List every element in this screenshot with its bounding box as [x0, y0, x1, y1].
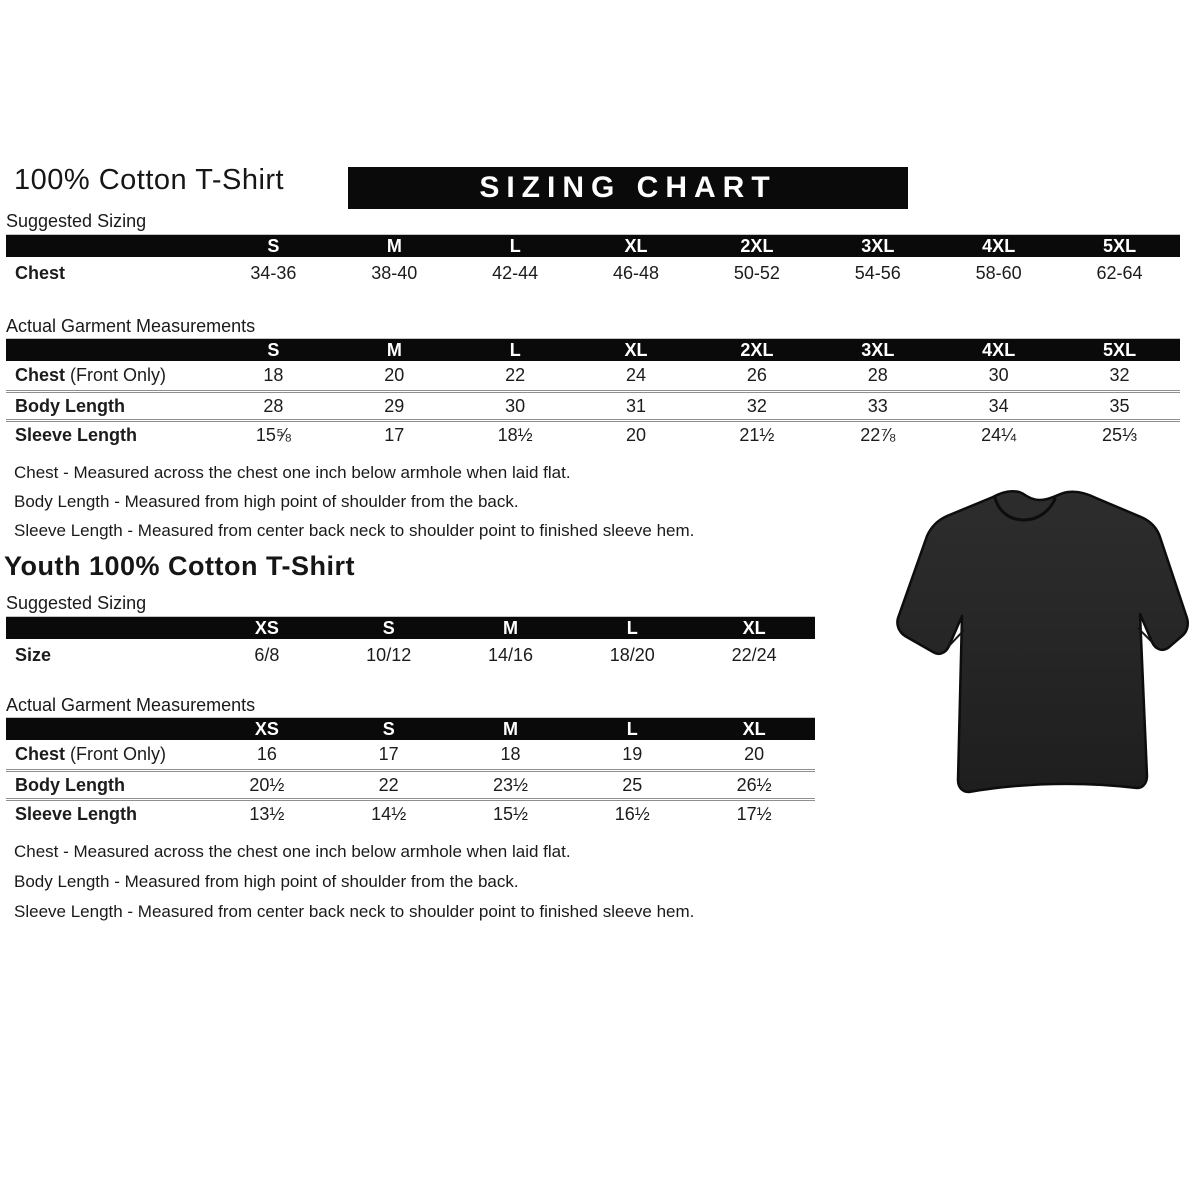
size-column-header: M — [502, 618, 518, 638]
measurement-cell: 17 — [384, 424, 405, 445]
size-column-header: XL — [624, 236, 648, 256]
measurement-cell: 50-52 — [733, 263, 780, 283]
size-column-header: 4XL — [982, 236, 1016, 256]
measurement-cell: 58-60 — [975, 263, 1022, 283]
measurement-cell: 18 — [263, 365, 284, 385]
measurement-cell: 18/20 — [609, 645, 655, 665]
measurement-cell: 21½ — [739, 424, 775, 445]
measurement-cell: 38-40 — [371, 263, 418, 283]
adult-garment-measurements-table — [6, 338, 1180, 448]
measurement-cell: 32 — [746, 395, 767, 416]
youth-measurement-notes — [14, 841, 694, 931]
body-length-note: Body Length - Measured from high point of shoulder from the back. — [14, 872, 519, 891]
size-column-header: M — [502, 719, 518, 739]
measurement-cell: 13½ — [249, 803, 285, 824]
size-column-header: L — [626, 618, 638, 638]
table-row — [6, 639, 815, 672]
table-row — [6, 798, 815, 827]
size-column-header: S — [382, 618, 395, 638]
size-column-header: 3XL — [861, 236, 895, 256]
size-column-header: L — [509, 340, 521, 360]
adult-measurement-notes — [14, 462, 694, 549]
row-label: Sleeve Length — [15, 424, 138, 445]
size-column-header: XS — [254, 618, 279, 638]
table-header-row — [6, 234, 1180, 257]
measurement-cell: 30 — [505, 395, 526, 416]
chest-note: Chest - Measured across the chest one inch below armhole when laid flat. — [14, 842, 571, 861]
table-row — [6, 257, 1180, 290]
measurement-cell: 31 — [626, 395, 647, 416]
size-column-header: 2XL — [740, 340, 774, 360]
size-column-header: 3XL — [861, 340, 895, 360]
measurement-cell: 24 — [626, 365, 647, 385]
measurement-cell: 34-36 — [250, 263, 297, 283]
sleeve-length-note: Sleeve Length - Measured from center back neck to shoulder point to finished sleeve hem. — [14, 902, 695, 921]
table-row — [6, 769, 815, 798]
size-column-header: 4XL — [982, 340, 1016, 360]
measurement-cell: 10/12 — [366, 645, 412, 665]
measurement-cell: 26 — [746, 365, 767, 385]
sizing-chart-banner: SIZING CHART — [348, 167, 908, 209]
adult-suggested-sizing-label: Suggested Sizing — [6, 211, 147, 231]
tshirt-body — [897, 491, 1187, 792]
measurement-cell: 30 — [988, 365, 1009, 385]
row-label: Chest — [15, 263, 66, 283]
table-row — [6, 419, 1180, 448]
measurement-cell: 6/8 — [254, 645, 280, 665]
sleeve-length-note: Sleeve Length - Measured from center back neck to shoulder point to finished sleeve hem. — [14, 521, 695, 540]
measurement-cell: 35 — [1109, 395, 1130, 416]
measurement-cell: 16½ — [614, 803, 650, 824]
measurement-cell: 19 — [622, 744, 643, 764]
table-header-row — [6, 616, 815, 639]
measurement-cell: 26½ — [736, 774, 772, 795]
size-column-header: 5XL — [1103, 340, 1137, 360]
size-column-header: 2XL — [740, 236, 774, 256]
measurement-cell: 54-56 — [854, 263, 901, 283]
chest-note: Chest - Measured across the chest one inch below armhole when laid flat. — [14, 463, 571, 482]
youth-suggested-sizing-table — [6, 616, 815, 672]
measurement-cell: 24¼ — [981, 424, 1017, 445]
size-column-header: XL — [742, 719, 766, 739]
table-header-row — [6, 338, 1180, 361]
row-label: Body Length — [15, 395, 125, 416]
measurement-cell: 20½ — [249, 774, 285, 795]
measurement-cell: 25 — [622, 774, 643, 795]
size-column-header: L — [509, 236, 521, 256]
measurement-cell: 23½ — [492, 774, 529, 795]
measurement-cell: 22 — [378, 774, 399, 795]
size-column-header: M — [386, 340, 402, 360]
youth-suggested-sizing-label: Suggested Sizing — [6, 593, 147, 613]
row-label: Size — [15, 645, 52, 665]
measurement-cell: 15½ — [492, 803, 529, 824]
size-column-header: 5XL — [1103, 236, 1137, 256]
table-row — [6, 361, 1180, 390]
measurement-cell: 16 — [256, 744, 277, 764]
size-column-header: XS — [254, 719, 279, 739]
measurement-cell: 22 — [505, 365, 526, 385]
measurement-cell: 28 — [867, 365, 888, 385]
measurement-cell: 42-44 — [492, 263, 539, 283]
adult-section-title: 100% Cotton T-Shirt — [14, 164, 285, 196]
measurement-cell: 18½ — [497, 424, 533, 445]
measurement-cell: 62-64 — [1096, 263, 1143, 283]
table-row — [6, 390, 1180, 419]
row-label: Sleeve Length — [15, 803, 138, 824]
measurement-cell: 32 — [1109, 365, 1130, 385]
measurement-cell: 29 — [384, 395, 405, 416]
size-column-header: S — [267, 236, 280, 256]
row-label: Body Length — [15, 774, 125, 795]
row-label: Chest (Front Only) — [15, 365, 167, 385]
size-column-header: S — [267, 340, 280, 360]
adult-suggested-sizing-table — [6, 234, 1180, 290]
size-column-header: XL — [742, 618, 766, 638]
measurement-cell: 25⅓ — [1102, 424, 1138, 445]
tshirt-icon — [892, 480, 1194, 810]
measurement-cell: 18 — [500, 744, 521, 764]
black-tshirt-image — [892, 480, 1194, 810]
measurement-cell: 33 — [867, 395, 888, 416]
measurement-cell: 14½ — [371, 803, 407, 824]
measurement-cell: 15⅝ — [255, 424, 291, 445]
youth-section-title: Youth 100% Cotton T-Shirt — [4, 551, 355, 581]
measurement-cell: 17 — [378, 744, 399, 764]
measurement-cell: 34 — [988, 395, 1009, 416]
measurement-cell: 20 — [744, 744, 765, 764]
youth-garment-measurements-table — [6, 717, 815, 827]
measurement-cell: 20 — [626, 424, 647, 445]
size-column-header: M — [386, 236, 402, 256]
measurement-cell: 14/16 — [487, 645, 534, 665]
body-length-note: Body Length - Measured from high point of shoulder from the back. — [14, 492, 519, 511]
size-column-header: XL — [624, 340, 648, 360]
table-header-row — [6, 717, 815, 740]
measurement-cell: 22⅞ — [860, 424, 896, 445]
measurement-cell: 20 — [384, 365, 405, 385]
row-label: Chest (Front Only) — [15, 744, 167, 764]
size-column-header: S — [382, 719, 395, 739]
table-row — [6, 740, 815, 769]
measurement-cell: 17½ — [736, 803, 772, 824]
adult-garment-measurements-label: Actual Garment Measurements — [6, 316, 256, 336]
youth-garment-measurements-label: Actual Garment Measurements — [6, 695, 256, 715]
measurement-cell: 28 — [263, 395, 284, 416]
measurement-cell: 46-48 — [613, 263, 660, 283]
size-column-header: L — [626, 719, 638, 739]
measurement-cell: 22/24 — [731, 645, 777, 665]
